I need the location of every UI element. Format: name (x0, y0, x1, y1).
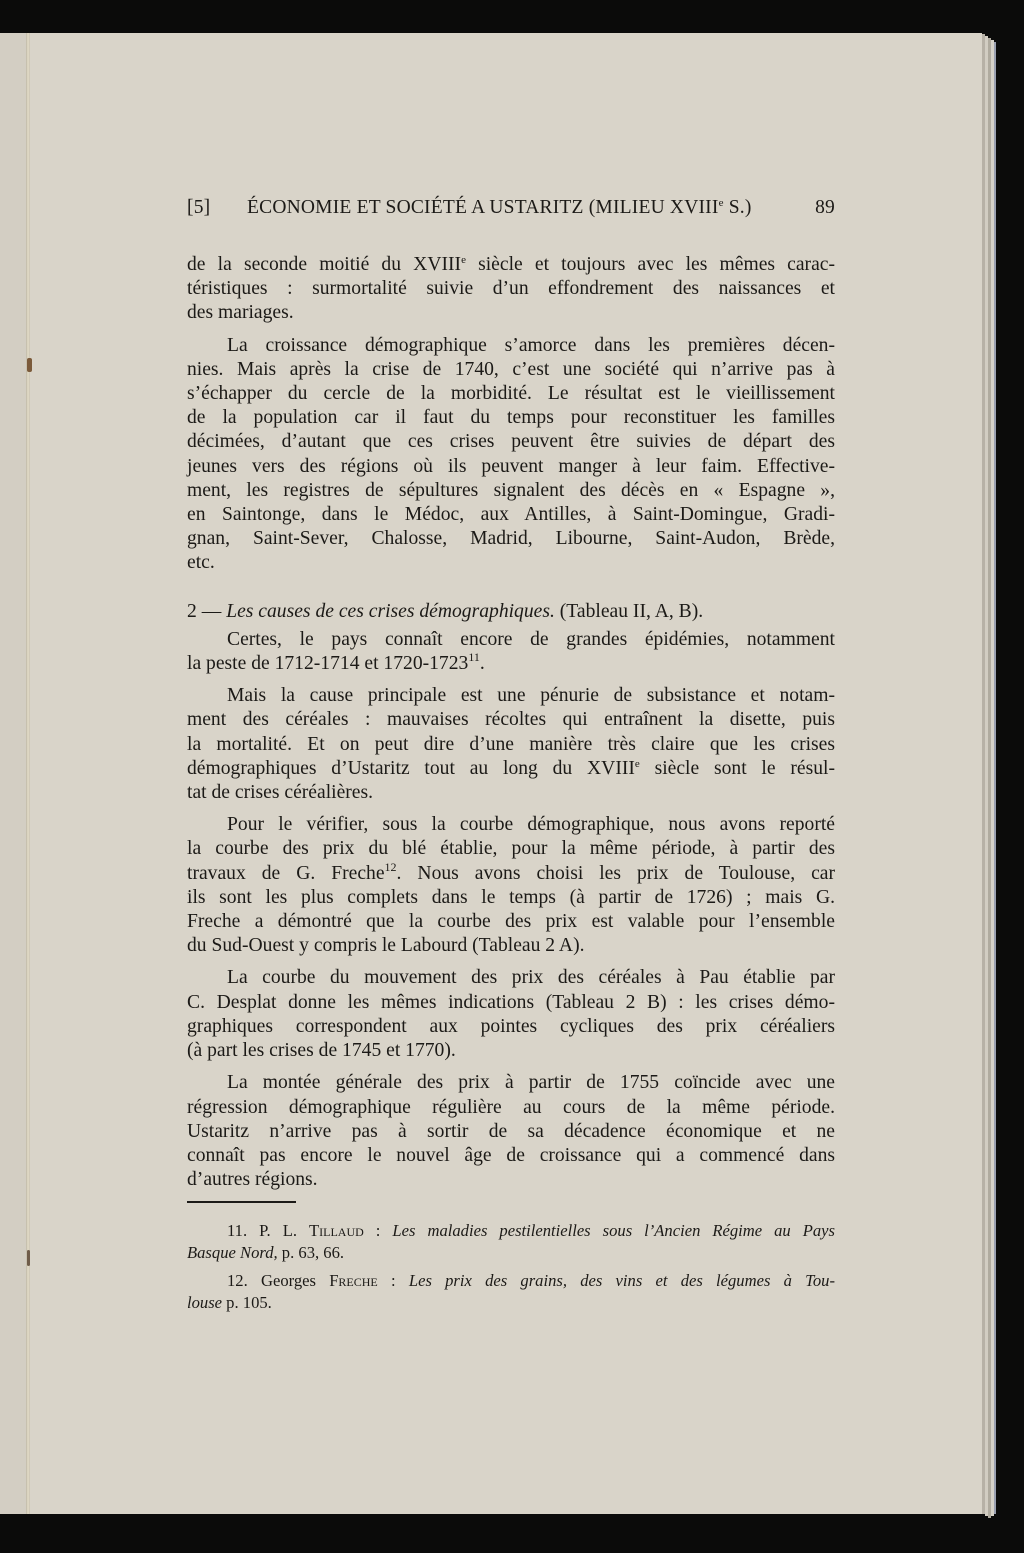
text-line: jeunes vers des régions où ils peuvent manger à leur faim. Effective- (187, 455, 835, 477)
text-line: C. Desplat donne les mêmes indications (Tableau 2 B) : les crises démo- (187, 991, 835, 1013)
footnote-pages: p. 105. (222, 1292, 272, 1312)
paragraph-5 (187, 813, 835, 958)
footnote-author-initials: P. L. (259, 1221, 309, 1240)
paragraph-4 (187, 684, 835, 805)
paragraph-1 (187, 253, 835, 326)
text-line (187, 600, 835, 624)
text-line: Certes, le pays connaît encore de grandes épidémies, notamment (227, 628, 835, 650)
text-line: Freche a démontré que la courbe des prix est valable pour l’ensemble (187, 911, 835, 933)
text-line: Mais la cause principale est une pénurie de subsistance et notam- (227, 685, 835, 707)
superscript-e: e (634, 757, 640, 770)
text-line (187, 1270, 835, 1292)
text-line: de la population car il faut du temps pour reconstituer les familles (187, 407, 835, 429)
paragraph-7 (187, 1071, 835, 1192)
footnote-number: 11. (227, 1221, 248, 1240)
text-line (187, 1220, 835, 1242)
paragraph-6 (187, 966, 835, 1063)
text-line: la mortalité. Et on peut dire d’une manière très claire que les crises (187, 733, 835, 755)
text-line: ment, les registres de sépultures signalent des décès en « Espagne », (187, 479, 835, 501)
text-span: la peste de 1712-1714 et 1720-1723 (187, 653, 469, 675)
text-span: : (363, 1221, 393, 1240)
book-gutter (26, 33, 30, 1514)
text-line (187, 1292, 835, 1314)
text-span: démographiques d’Ustaritz tout au long du XVIII (187, 757, 635, 779)
text-span: travaux de G. Freche (187, 862, 385, 884)
text-line: s’échapper du cercle de la morbidité. Le résultat est le vieillissement (187, 383, 835, 405)
text-line: gnan, Saint-Sever, Chalosse, Madrid, Libourne, Saint-Audon, Brède, (187, 528, 835, 550)
footnote-author-name: Tillaud (309, 1221, 364, 1240)
section-heading-ref: (Tableau II, A, B). (554, 600, 704, 622)
running-title-text: ÉCONOMIE ET SOCIÉTÉ A USTARITZ (MILIEU XVIII (247, 197, 719, 218)
section-heading-number: 2 — (187, 600, 227, 622)
body-text (187, 253, 835, 1192)
footnote-ref-12[interactable]: 12 (384, 859, 397, 874)
text-line (187, 859, 835, 886)
footnote-title: Les prix des grains, des vins et des légumes à Tou- (408, 1271, 835, 1290)
text-line: du Sud-Ouest y compris le Labourd (Tableau 2 A). (187, 935, 585, 957)
superscript-e: e (461, 254, 466, 266)
text-line: La montée générale des prix à partir de 1755 coïncide avec une (227, 1072, 835, 1094)
running-header (187, 197, 835, 223)
footnote-pages: p. 63, 66. (277, 1242, 345, 1262)
text-line: tat de crises céréalières. (187, 782, 374, 804)
footnote-title: louse (187, 1292, 223, 1312)
text-span: de la seconde moitié du XVIII (187, 254, 462, 275)
text-line: Pour le vérifier, sous la courbe démographique, nous avons reporté (227, 814, 835, 836)
text-line: régression démographique régulière au cours de la même période. (187, 1096, 835, 1118)
text-span: siècle sont le résul- (639, 757, 835, 779)
text-line: etc. (187, 552, 215, 574)
footnote-number: 12. (227, 1271, 248, 1290)
footnote-separator-rule (187, 1201, 296, 1203)
section-number: [5] (187, 197, 211, 218)
text-line: ils sont les plus complets dans le temps (à partir de 1726) ; mais G. (187, 886, 835, 908)
section-heading-title: Les causes de ces crises démographiques. (226, 600, 555, 622)
text-line: décimées, d’autant que ces crises peuvent être suivies de départ des (187, 431, 835, 453)
page-number: 89 (815, 197, 835, 218)
running-title (247, 197, 752, 219)
text-line: La courbe du mouvement des prix des céréales à Pau établie par (227, 967, 835, 989)
text-line: téristiques : surmortalité suivie d’un effondrement des naissances et (187, 278, 835, 300)
text-line: graphiques correspondent aux pointes cycliques des prix céréaliers (187, 1015, 835, 1037)
binding-thread-mark (27, 1250, 30, 1266)
text-span: : (377, 1271, 409, 1290)
superscript-e: e (718, 197, 724, 209)
footnote-author-initials: Georges (260, 1271, 330, 1290)
page-stack-edge (994, 42, 996, 1514)
section-heading (187, 600, 835, 624)
footnotes (187, 1220, 835, 1320)
text-line (187, 253, 835, 277)
facing-page-edge (0, 33, 28, 1514)
binding-thread-mark (27, 358, 32, 372)
text-line: d’autres régions. (187, 1169, 318, 1191)
text-span: . (479, 653, 485, 675)
footnote-11 (187, 1220, 835, 1263)
text-line: (à part les crises de 1745 et 1770). (187, 1040, 456, 1062)
text-line (187, 757, 835, 781)
text-line: en Saintonge, dans le Médoc, aux Antilles, à Saint-Domingue, Gradi- (187, 504, 835, 526)
text-line (187, 1242, 835, 1264)
text-span: siècle et toujours avec les mêmes carac- (465, 254, 836, 275)
paragraph-2 (187, 334, 835, 576)
text-line: connaît pas encore le nouvel âge de croissance qui a commencé dans (187, 1144, 835, 1166)
footnote-12 (187, 1270, 835, 1313)
footnote-title: Les maladies pestilentielles sous l’Ancien Régime au Pays (392, 1221, 835, 1240)
text-line: la courbe des prix du blé établie, pour la même période, à partir des (187, 838, 835, 860)
running-title-end: S.) (723, 197, 752, 218)
text-line: La croissance démographique s’amorce dans les premières décen- (227, 334, 835, 356)
paragraph-3 (187, 628, 835, 676)
text-span: . Nous avons choisi les prix de Toulouse, car (396, 862, 835, 884)
footnote-title: Basque Nord, (187, 1242, 278, 1262)
footnote-ref-11[interactable]: 11 (468, 650, 480, 665)
text-line (187, 652, 835, 676)
footnote-author-name: Freche (329, 1271, 378, 1290)
text-line: ment des céréales : mauvaises récoltes qui entraînent la disette, puis (187, 709, 835, 731)
text-line: des mariages. (187, 302, 294, 324)
text-line: Ustaritz n’arrive pas à sortir de sa décadence économique et ne (187, 1120, 835, 1142)
text-line: nies. Mais après la crise de 1740, c’est une société qui n’arrive pas à (187, 358, 835, 380)
